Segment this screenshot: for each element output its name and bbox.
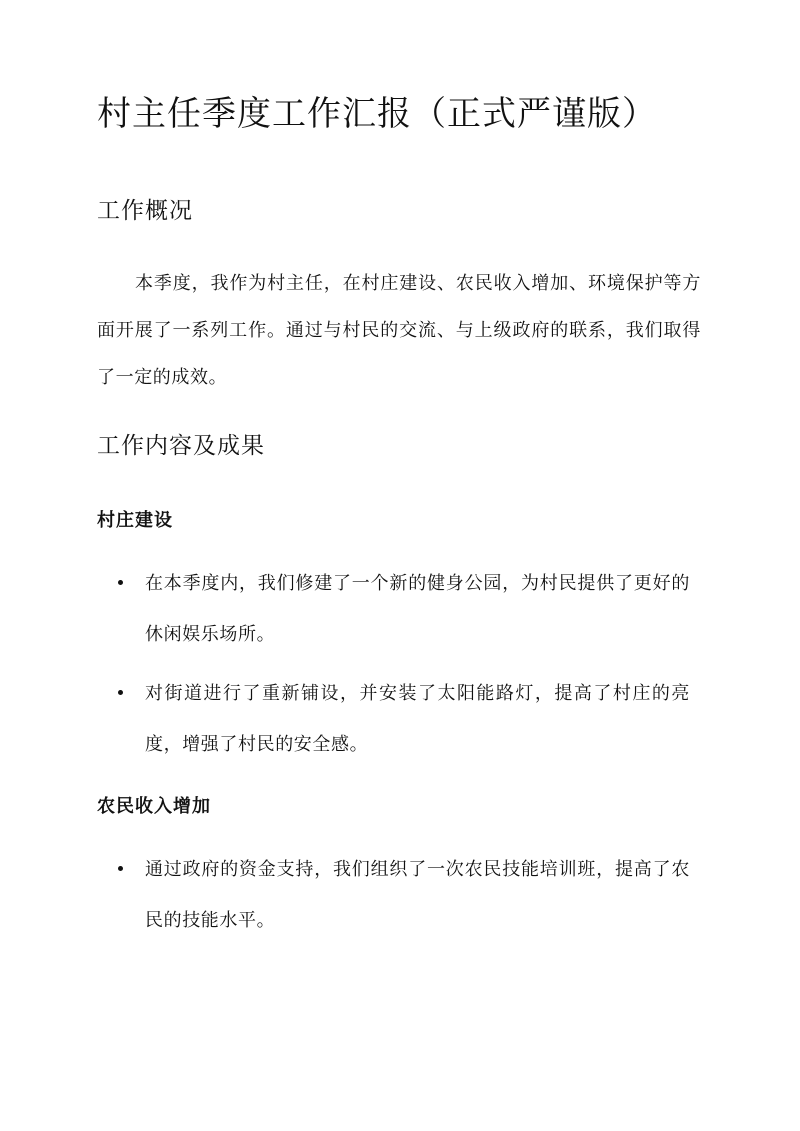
- section-heading-overview: 工作概况: [97, 198, 193, 224]
- list-item: [118, 558, 698, 660]
- list-item-text: 通过政府的资金支持，我们组织了一次农民技能培训班，提高了农民的技能水平。: [145, 859, 690, 931]
- section-heading-content: 工作内容及成果: [97, 433, 265, 459]
- bullet-icon: [118, 580, 123, 585]
- list-item-text: 在本季度内，我们修建了一个新的健身公园，为村民提供了更好的休闲娱乐场所。: [145, 573, 690, 645]
- list-item-text: 对街道进行了重新铺设，并安装了太阳能路灯，提高了村庄的亮度，增强了村民的安全感。: [145, 683, 690, 755]
- bullet-icon: [118, 866, 123, 871]
- list-item: [118, 668, 698, 770]
- list-item: [118, 844, 698, 946]
- subsection-heading-income: 农民收入增加: [97, 796, 211, 817]
- subsection-heading-village: 村庄建设: [97, 510, 173, 531]
- document-title: 村主任季度工作汇报（正式严谨版）: [97, 94, 657, 134]
- overview-paragraph: 本季度，我作为村主任，在村庄建设、农民收入增加、环境保护等方面开展了一系列工作。通过与村民的交流、与上级政府的联系，我们取得了一定的成效。: [97, 273, 701, 388]
- bullet-icon: [118, 690, 123, 695]
